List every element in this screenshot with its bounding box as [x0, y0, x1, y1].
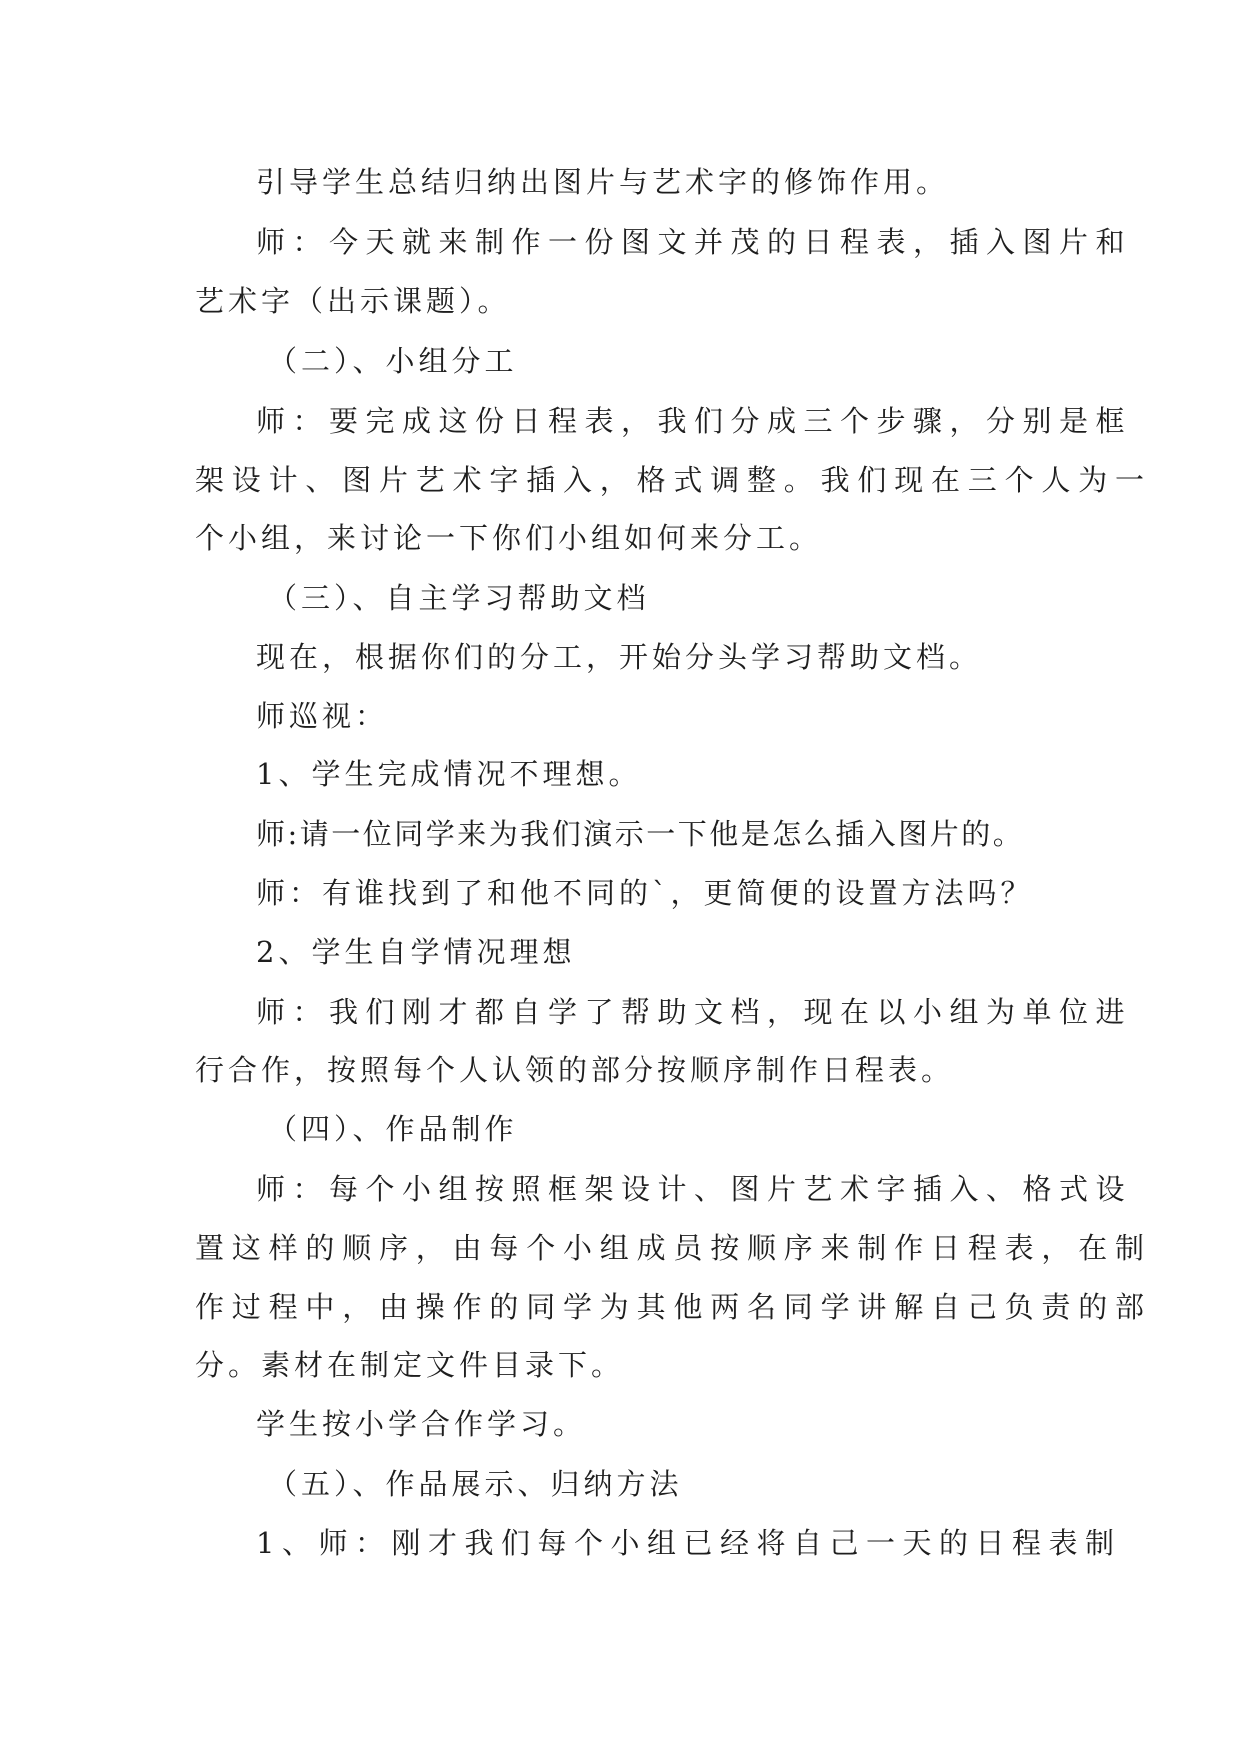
paragraph-line: 师：我们刚才都自学了帮助文档，现在以小组为单位进 — [256, 995, 1133, 1029]
paragraph-line: 师：今天就来制作一份图文并茂的日程表，插入图片和 — [256, 225, 1133, 259]
paragraph-line: 现在，根据你们的分工，开始分头学习帮助文档。 — [256, 640, 983, 674]
paragraph-line: 艺术字（出示课题）。 — [195, 284, 511, 318]
paragraph-line: 师：每个小组按照框架设计、图片艺术字插入、格式设 — [256, 1172, 1133, 1206]
paragraph-line: 作过程中，由操作的同学为其他两名同学讲解自己负责的部 — [195, 1290, 1152, 1324]
section-heading: （三）、自主学习帮助文档 — [268, 581, 650, 615]
paragraph-line: 师:请一位同学来为我们演示一下他是怎么插入图片的。 — [256, 817, 1025, 851]
section-heading: （二）、小组分工 — [268, 344, 518, 378]
paragraph-line: 1、学生完成情况不理想。 — [256, 757, 642, 791]
paragraph-line: 行合作，按照每个人认领的部分按顺序制作日程表。 — [195, 1053, 955, 1087]
paragraph-line: 1、师：刚才我们每个小组已经将自己一天的日程表制 — [256, 1526, 1122, 1560]
section-heading: （五）、作品展示、归纳方法 — [268, 1467, 683, 1501]
paragraph-line: 师：要完成这份日程表，我们分成三个步骤，分别是框 — [256, 404, 1133, 438]
paragraph-line: 引导学生总结归纳出图片与艺术字的修饰作用。 — [256, 165, 950, 199]
section-heading: （四）、作品制作 — [268, 1112, 518, 1146]
paragraph-line: 架设计、图片艺术字插入，格式调整。我们现在三个人为一 — [195, 463, 1152, 497]
paragraph-line: 2、学生自学情况理想 — [256, 935, 576, 969]
paragraph-line: 师巡视： — [256, 699, 389, 733]
paragraph-line: 置这样的顺序，由每个小组成员按顺序来制作日程表，在制 — [195, 1231, 1152, 1265]
paragraph-line: 师：有谁找到了和他不同的`，更简便的设置方法吗？ — [256, 876, 1034, 910]
paragraph-line: 学生按小学合作学习。 — [256, 1407, 587, 1441]
paragraph-line: 分。素材在制定文件目录下。 — [195, 1348, 625, 1382]
paragraph-line: 个小组，来讨论一下你们小组如何来分工。 — [195, 521, 823, 555]
